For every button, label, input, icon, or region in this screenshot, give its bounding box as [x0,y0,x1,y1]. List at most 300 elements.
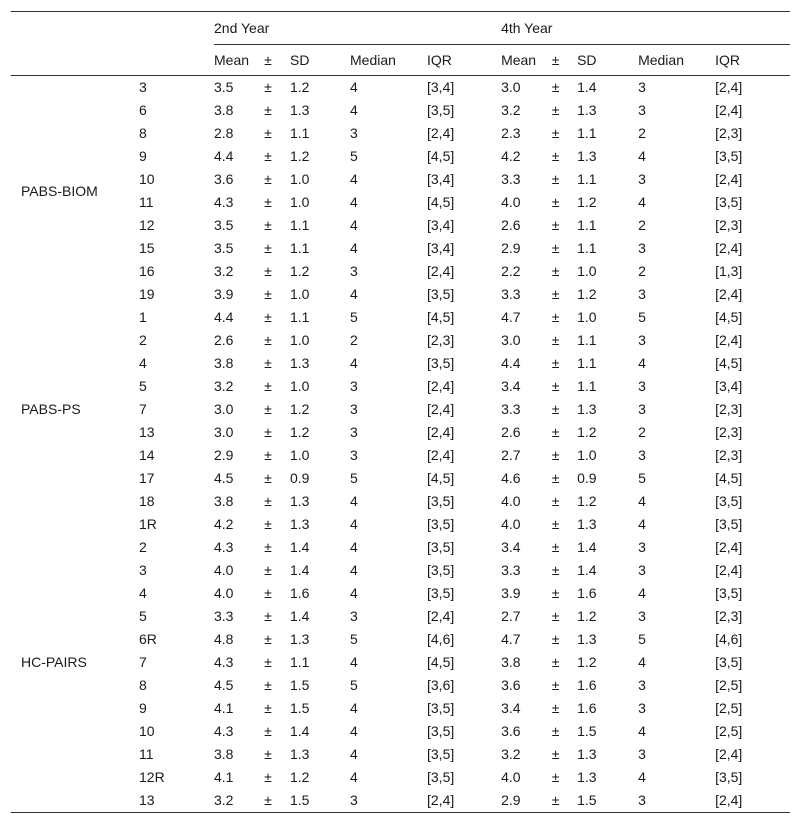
sd-y2-cell: 1.4 [290,539,310,555]
mean-y2-cell: 4.4 [214,148,234,164]
sd-y4-cell: 1.4 [577,539,597,555]
mean-y2-cell: 4.3 [214,539,234,555]
item-cell: 3 [139,562,147,578]
iqr-y4-cell: [2,3] [715,608,743,624]
median-y2-cell: 4 [350,355,358,371]
table-body [11,76,790,813]
iqr-y2-cell: [3,5] [427,723,455,739]
iqr-y4-cell: [2,4] [715,79,743,95]
median-y2-cell: 4 [350,723,358,739]
pm-y2-cell: ± [264,355,272,371]
sd-y4-cell: 1.3 [577,631,597,647]
iqr-y2-cell: [3,5] [427,286,455,302]
mean-y4-cell: 3.2 [501,102,521,118]
pm-y2-cell: ± [264,677,272,693]
median-y4-cell: 3 [638,789,715,813]
median-y2-cell: 5 [350,148,358,164]
pm-y4-cell: ± [551,263,560,279]
median-y4-cell: 3 [638,700,646,716]
iqr-y4-cell: [4,5] [715,309,743,325]
pm-y2-cell: ± [264,654,272,670]
iqr-y4-cell: [3,5] [715,194,743,210]
iqr-y4-cell: [2,5] [715,677,743,693]
iqr-y4-cell: [2,5] [715,723,743,739]
median-y2-cell: 4 [350,102,358,118]
sd-y4-cell: 1.3 [577,516,597,532]
iqr-y2-cell: [3,4] [427,171,455,187]
sd-y4-cell: 1.5 [577,723,597,739]
pm-y4-cell: ± [551,470,560,486]
mean-y2-cell: 2.8 [214,125,234,141]
iqr-y4-cell: [4,5] [715,470,743,486]
iqr-y4-cell: [2,5] [715,700,743,716]
sd-y4-cell: 1.1 [577,217,597,233]
mean-y2-cell: 3.8 [214,493,234,509]
item-cell: 8 [139,125,147,141]
item-cell: 7 [139,401,147,417]
pm-y2-cell: ± [264,608,272,624]
median-y2-cell: 5 [350,631,358,647]
pm-y2-cell: ± [264,102,272,118]
mean-y4-cell: 3.0 [501,79,521,95]
sd-y4-cell: 1.3 [577,102,597,118]
median-y4-cell: 3 [638,171,646,187]
iqr-y2-cell: [3,5] [427,562,455,578]
mean-y2-cell: 3.8 [214,746,234,762]
sd-y4-cell: 1.5 [567,789,638,813]
pm-y2-cell: ± [256,789,280,813]
sd-y2-cell: 1.1 [290,240,310,256]
pm-y2-cell: ± [264,401,272,417]
iqr-y2-cell: [2,4] [427,789,501,813]
mean-y2-cell: 4.3 [214,723,234,739]
mean-y4-cell: 2.9 [501,240,521,256]
sd-y4-cell: 1.1 [577,332,597,348]
iqr-y2-cell: [3,5] [427,746,455,762]
pm-y4-cell: ± [551,608,560,624]
median-y4-cell: 2 [638,263,646,279]
sd-y2-cell: 1.4 [290,608,310,624]
mean-y2-cell: 4.4 [214,309,234,325]
item-cell: 2 [139,539,147,555]
iqr-y2-cell: [4,6] [427,631,455,647]
sd-y4-cell: 0.9 [577,470,597,486]
pm-y4-cell: ± [551,631,560,647]
median-y4-cell: 2 [638,217,646,233]
pm-y4-cell: ± [551,355,560,371]
pm-y4-cell: ± [551,516,560,532]
mean-y2-cell: 2.6 [214,332,234,348]
sd-y4-cell: 1.3 [577,148,597,164]
header-row-years [11,12,790,45]
iqr-y4-cell: [2,4] [715,562,743,578]
mean-y2-cell: 4.5 [214,677,234,693]
header-row-stats [11,45,790,76]
sd-y4-cell: 1.1 [577,171,597,187]
mean-y2-cell: 3.9 [214,286,234,302]
sd-y2-cell: 1.3 [290,102,310,118]
median-y2-cell: 4 [350,493,358,509]
median-y4-cell: 4 [638,769,646,785]
mean-y4-cell: 3.4 [501,378,521,394]
pm-y4-cell: ± [551,493,560,509]
median-y2-cell: 4 [350,194,358,210]
median-y4-cell: 3 [638,677,646,693]
median-y4-cell: 5 [638,309,646,325]
iqr-y2-cell: [4,5] [427,470,455,486]
sd-y2-cell: 1.5 [280,789,350,813]
pm-y4-cell: ± [551,102,560,118]
pm-y4-cell: ± [551,424,560,440]
pm-y4-cell: ± [551,447,560,463]
sd-y2-cell: 1.4 [290,723,310,739]
median-header: Median [638,45,715,76]
item-cell: 7 [139,654,147,670]
pm-y4-cell: ± [551,746,560,762]
item-cell: 16 [139,263,155,279]
sd-y2-cell: 1.2 [290,263,310,279]
pm-y2-cell: ± [264,194,272,210]
iqr-y2-cell: [2,4] [427,125,455,141]
mean-y4-cell: 2.6 [501,217,521,233]
iqr-y4-cell: [2,4] [715,789,790,813]
sd-y4-cell: 1.1 [577,240,597,256]
iqr-y4-cell: [2,3] [715,217,743,233]
iqr-y4-cell: [2,4] [715,539,743,555]
year2-header: 2nd Year [214,12,501,45]
iqr-y2-cell: [4,5] [427,194,455,210]
median-y2-cell: 4 [350,240,358,256]
mean-y4-cell: 2.3 [501,125,521,141]
median-y2-cell: 4 [350,539,358,555]
pm-y2-cell: ± [264,723,272,739]
median-y4-cell: 3 [638,102,646,118]
iqr-y2-cell: [3,5] [427,700,455,716]
mean-y2-cell: 3.2 [214,789,256,813]
iqr-y4-cell: [4,5] [715,355,743,371]
iqr-y2-cell: [3,5] [427,493,455,509]
iqr-header: IQR [715,45,790,76]
mean-y4-cell: 2.6 [501,424,521,440]
sd-y2-cell: 1.2 [290,769,310,785]
sd-y4-cell: 1.6 [577,700,597,716]
iqr-y2-cell: [2,4] [427,401,455,417]
mean-y2-cell: 3.8 [214,102,234,118]
pm-y2-cell: ± [264,470,272,486]
mean-y2-cell: 4.3 [214,654,234,670]
mean-y4-cell: 4.0 [501,769,521,785]
sd-y4-cell: 1.4 [577,79,597,95]
sd-y4-cell: 1.2 [577,654,597,670]
pm-y2-cell: ± [264,79,272,95]
mean-y4-cell: 3.4 [501,700,521,716]
iqr-y4-cell: [3,5] [715,516,743,532]
pm-y4-cell: ± [551,217,560,233]
sd-header: SD [280,45,350,76]
iqr-y4-cell: [2,4] [715,171,743,187]
pm-y4-cell: ± [551,309,560,325]
mean-y4-cell: 3.0 [501,332,521,348]
pm-y4-cell: ± [551,171,560,187]
iqr-y4-cell: [2,4] [715,286,743,302]
item-cell: 4 [139,585,147,601]
iqr-y4-cell: [3,5] [715,654,743,670]
iqr-y4-cell: [3,5] [715,148,743,164]
median-y2-cell: 4 [350,79,358,95]
results-table [11,11,790,813]
median-y4-cell: 3 [638,608,646,624]
group-label: PABS-BIOM [11,76,139,307]
mean-y4-cell: 3.3 [501,171,521,187]
median-y4-cell: 3 [638,378,646,394]
sd-y2-cell: 1.3 [290,631,310,647]
table-row [11,306,790,329]
mean-y2-cell: 3.6 [214,171,234,187]
iqr-y2-cell: [3,5] [427,585,455,601]
table-row [11,513,790,536]
sd-y2-cell: 1.3 [290,493,310,509]
iqr-y4-cell: [2,4] [715,746,743,762]
mean-header: Mean [501,45,544,76]
item-cell: 15 [139,240,155,256]
sd-y2-cell: 1.1 [290,309,310,325]
iqr-y2-cell: [4,5] [427,148,455,164]
pm-y2-cell: ± [264,240,272,256]
median-y2-cell: 3 [350,789,427,813]
sd-y2-cell: 1.0 [290,194,310,210]
median-y2-cell: 3 [350,378,358,394]
mean-y4-cell: 4.0 [501,194,521,210]
median-y4-cell: 3 [638,79,646,95]
iqr-y2-cell: [3,4] [427,217,455,233]
median-y2-cell: 5 [350,309,358,325]
sd-header: SD [567,45,638,76]
median-y2-cell: 4 [350,217,358,233]
median-header: Median [350,45,427,76]
iqr-y2-cell: [2,4] [427,447,455,463]
pm-y2-cell: ± [264,263,272,279]
median-y4-cell: 3 [638,746,646,762]
median-y4-cell: 4 [638,194,646,210]
median-y2-cell: 3 [350,401,358,417]
iqr-y4-cell: [3,5] [715,769,743,785]
pm-y2-cell: ± [264,378,272,394]
mean-y2-cell: 4.8 [214,631,234,647]
iqr-y2-cell: [3,6] [427,677,455,693]
sd-y4-cell: 1.2 [577,286,597,302]
item-cell: 13 [139,789,214,813]
sd-y4-cell: 1.0 [577,447,597,463]
pm-y2-cell: ± [264,171,272,187]
iqr-y4-cell: [2,3] [715,125,743,141]
sd-y4-cell: 1.0 [577,309,597,325]
median-y2-cell: 4 [350,769,358,785]
pm-y4-cell: ± [551,79,560,95]
mean-y4-cell: 2.7 [501,608,521,624]
iqr-y2-cell: [2,3] [427,332,455,348]
median-y2-cell: 4 [350,654,358,670]
sd-y2-cell: 1.3 [290,355,310,371]
iqr-y2-cell: [2,4] [427,378,455,394]
median-y4-cell: 4 [638,493,646,509]
sd-y2-cell: 1.2 [290,401,310,417]
iqr-y2-cell: [3,5] [427,769,455,785]
mean-y4-cell: 4.0 [501,516,521,532]
median-y2-cell: 2 [350,332,358,348]
iqr-y2-cell: [3,4] [427,240,455,256]
iqr-y4-cell: [3,5] [715,493,743,509]
pm-y4-cell: ± [551,378,560,394]
item-cell: 1 [139,309,147,325]
median-y2-cell: 4 [350,171,358,187]
pm-y4-cell: ± [551,585,560,601]
median-y4-cell: 5 [638,631,646,647]
item-cell: 14 [139,447,155,463]
pm-y4-cell: ± [551,286,560,302]
item-cell: 9 [139,148,147,164]
iqr-y2-cell: [4,5] [427,654,455,670]
mean-y4-cell: 4.2 [501,148,521,164]
mean-y4-cell: 2.9 [501,789,544,813]
sd-y2-cell: 1.5 [290,700,310,716]
item-cell: 1R [139,516,157,532]
median-y2-cell: 4 [350,746,358,762]
iqr-header: IQR [427,45,501,76]
median-y4-cell: 2 [638,424,646,440]
mean-y2-cell: 4.1 [214,769,234,785]
median-y4-cell: 3 [638,401,646,417]
mean-y2-cell: 3.3 [214,608,234,624]
sd-y2-cell: 1.0 [290,286,310,302]
sd-y4-cell: 1.2 [577,493,597,509]
mean-y2-cell: 4.1 [214,700,234,716]
pm-y4-cell: ± [551,539,560,555]
table-row [11,76,790,100]
median-y4-cell: 3 [638,562,646,578]
sd-y2-cell: 1.1 [290,217,310,233]
pm-y2-cell: ± [264,217,272,233]
median-y4-cell: 3 [638,447,646,463]
year4-header: 4th Year [501,12,790,45]
mean-y4-cell: 3.9 [501,585,521,601]
pm-y4-cell: ± [551,332,560,348]
mean-y2-cell: 2.9 [214,447,234,463]
iqr-y2-cell: [2,4] [427,608,455,624]
pm-y2-cell: ± [264,309,272,325]
pm-y4-cell: ± [551,654,560,670]
pm-y2-cell: ± [264,493,272,509]
mean-y2-cell: 3.5 [214,240,234,256]
median-y4-cell: 4 [638,723,646,739]
mean-y4-cell: 2.7 [501,447,521,463]
pm-y2-cell: ± [264,631,272,647]
pm-y2-cell: ± [264,148,272,164]
median-y4-cell: 3 [638,332,646,348]
median-y4-cell: 4 [638,148,646,164]
mean-y2-cell: 3.0 [214,424,234,440]
sd-y4-cell: 1.1 [577,125,597,141]
median-y4-cell: 4 [638,355,646,371]
group-label: HC-PAIRS [11,513,139,813]
pm-y4-cell: ± [551,125,560,141]
sd-y2-cell: 1.5 [290,677,310,693]
median-y2-cell: 4 [350,516,358,532]
median-y4-cell: 3 [638,539,646,555]
median-y4-cell: 3 [638,240,646,256]
mean-y2-cell: 4.2 [214,516,234,532]
median-y2-cell: 4 [350,562,358,578]
sd-y2-cell: 1.0 [290,378,310,394]
item-cell: 12R [139,769,165,785]
group-label: PABS-PS [21,401,81,417]
median-y4-cell: 4 [638,516,646,532]
item-cell: 17 [139,470,155,486]
sd-y2-cell: 1.4 [290,562,310,578]
pm-y2-cell: ± [264,585,272,601]
median-y2-cell: 3 [350,608,358,624]
iqr-y4-cell: [2,3] [715,447,743,463]
item-cell: 12 [139,217,155,233]
iqr-y2-cell: [3,5] [427,355,455,371]
pm-y4-cell: ± [544,789,567,813]
mean-y2-cell: 3.2 [214,378,234,394]
median-y4-cell: 2 [638,125,646,141]
sd-y2-cell: 1.2 [290,424,310,440]
item-cell: 18 [139,493,155,509]
pm-y2-cell: ± [264,769,272,785]
item-cell: 6 [139,102,147,118]
pm-y2-cell: ± [264,746,272,762]
item-cell: 3 [139,79,147,95]
sd-y2-cell: 1.1 [290,125,310,141]
sd-y2-cell: 1.3 [290,746,310,762]
iqr-y2-cell: [3,4] [427,79,455,95]
pm-y2-cell: ± [264,332,272,348]
mean-y2-cell: 4.0 [214,562,234,578]
median-y2-cell: 3 [350,424,358,440]
sd-y4-cell: 1.6 [577,677,597,693]
median-y2-cell: 4 [350,286,358,302]
mean-y2-cell: 3.2 [214,263,234,279]
sd-y4-cell: 1.3 [577,769,597,785]
pm-y4-cell: ± [551,769,560,785]
iqr-y2-cell: [2,4] [427,424,455,440]
mean-y4-cell: 4.7 [501,631,521,647]
mean-y4-cell: 4.7 [501,309,521,325]
iqr-y4-cell: [2,4] [715,240,743,256]
iqr-y4-cell: [2,3] [715,401,743,417]
sd-y4-cell: 1.1 [577,378,597,394]
pm-y2-cell: ± [264,700,272,716]
iqr-y2-cell: [3,5] [427,516,455,532]
sd-y2-cell: 1.0 [290,447,310,463]
median-y2-cell: 5 [350,470,358,486]
mean-y4-cell: 3.6 [501,677,521,693]
sd-y2-cell: 0.9 [290,470,310,486]
mean-y2-cell: 3.8 [214,355,234,371]
pm-y4-cell: ± [551,240,560,256]
pm-y4-cell: ± [551,723,560,739]
pm-y4-cell: ± [551,194,560,210]
item-cell: 10 [139,723,155,739]
item-cell: 5 [139,608,147,624]
sd-y4-cell: 1.0 [577,263,597,279]
median-y2-cell: 4 [350,700,358,716]
mean-y4-cell: 3.4 [501,539,521,555]
mean-y4-cell: 4.6 [501,470,521,486]
sd-y4-cell: 1.4 [577,562,597,578]
item-cell: 6R [139,631,157,647]
